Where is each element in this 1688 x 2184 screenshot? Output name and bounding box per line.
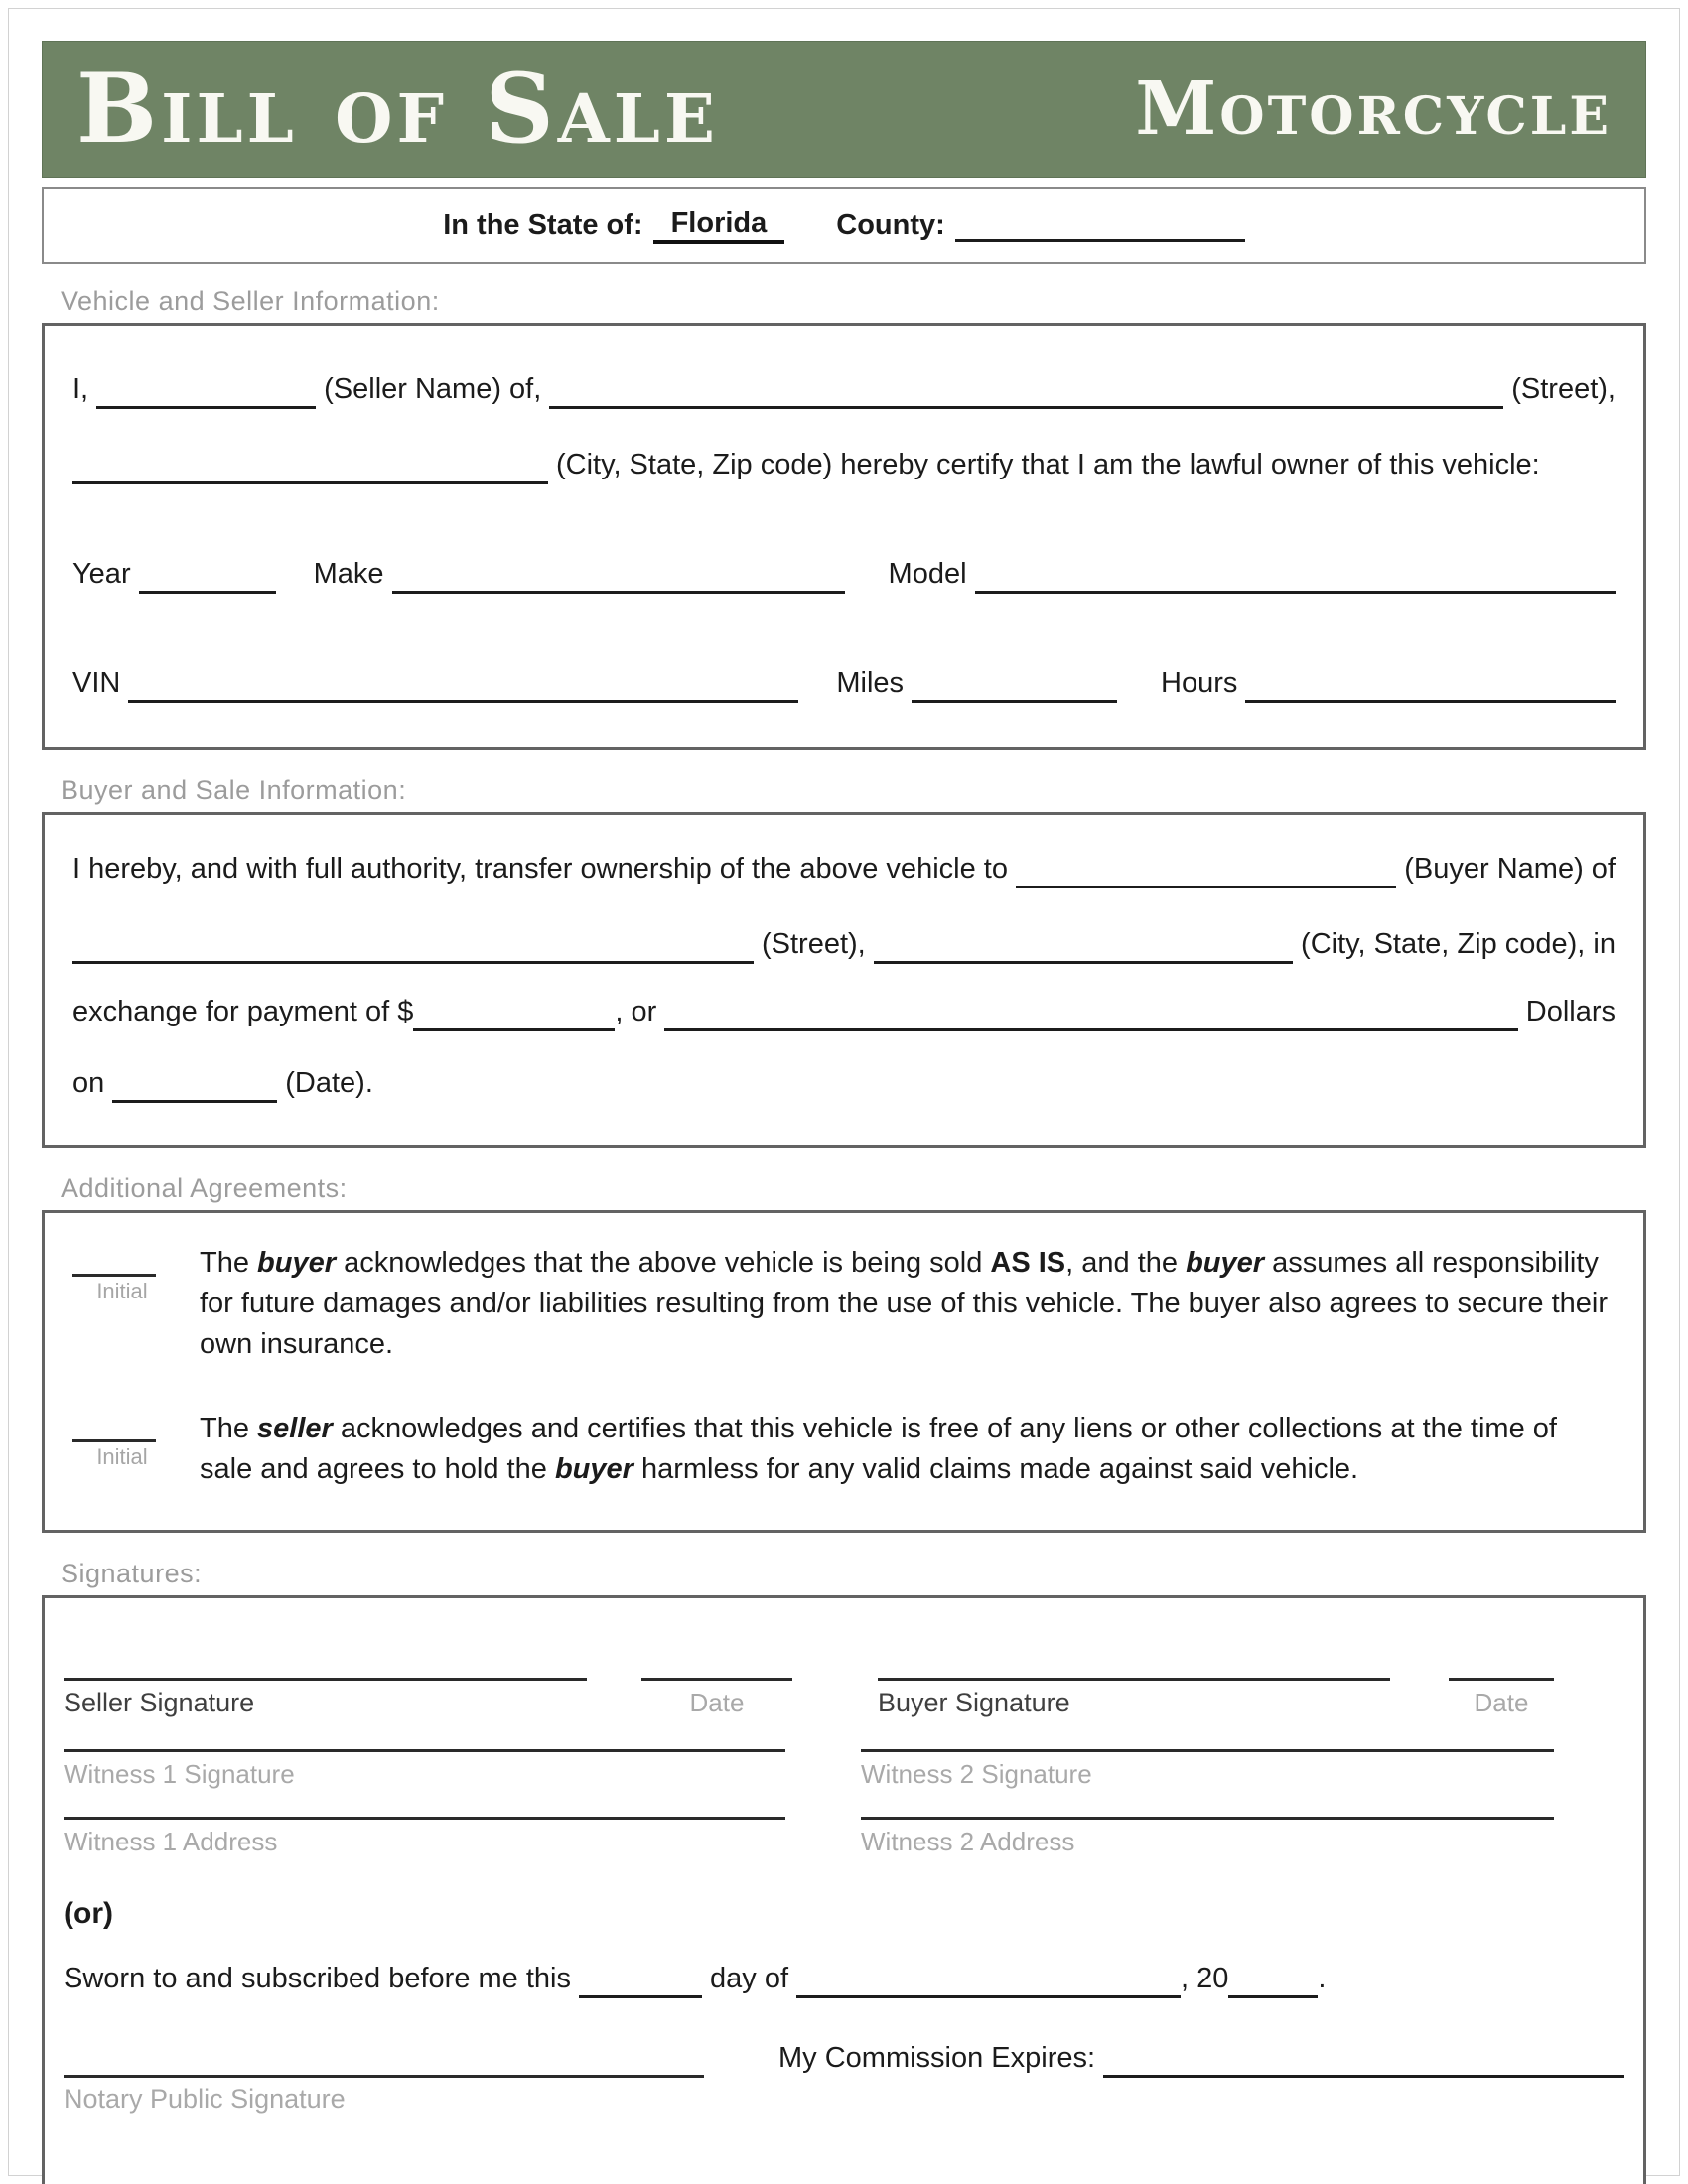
dollars-label: Dollars [1525,996,1616,1027]
buyer-signature-label: Buyer Signature [878,1688,1070,1717]
agreement2-initial-field[interactable] [72,1409,156,1442]
vehicle-section-label: Vehicle and Seller Information: [61,286,440,316]
document-title: Bill of Sale [76,53,719,165]
document-page [8,8,1680,2176]
seller-date-label: Date [689,1688,745,1717]
witness-address-row [64,1790,1624,1857]
sworn-period: . [1318,1963,1327,1994]
agreement1-buyer-em: buyer [257,1247,337,1279]
payment-line [72,992,1616,1031]
notary-signature-field[interactable] [64,2022,704,2078]
agreement1-part4: assumes all responsibility for future damages and/or liabilities resulting from the use of this vehicle. The buyer also agrees to secure their own insurance. [200,1247,1608,1360]
seller-signature-label: Seller Signature [64,1688,255,1717]
sworn-text: Sworn to and subscribed before me this [64,1963,571,1994]
agreement2-part1: The [200,1413,258,1444]
county-label: County: [836,208,945,241]
seller-signature-cell [64,1598,587,1718]
day-of-label: day of [710,1963,788,1994]
seller-street-field[interactable] [549,375,1503,409]
buyer-name-field[interactable] [1016,855,1396,888]
witness1-signature-label: Witness 1 Signature [64,1759,295,1789]
witness1-address-cell [64,1790,785,1857]
transfer-text: I hereby, and with full authority, transfer ownership of the above vehicle to [72,853,1008,885]
agreement2-part3: harmless for any valid claims made against said vehicle. [633,1453,1359,1485]
buyer-line-2 [72,924,1616,964]
agreement-liens [72,1409,1616,1490]
signatures-section-label: Signatures: [61,1559,203,1588]
seller-line-2 [72,445,1616,484]
agreements-section-box [42,1210,1646,1533]
commission-cell [704,2038,1624,2115]
miles-label: Miles [836,667,905,699]
agreements-section-label: Additional Agreements: [61,1173,348,1203]
payment-text: exchange for payment of $ [72,996,414,1027]
state-county-box [42,187,1646,264]
commission-line [704,2038,1624,2078]
witness1-signature-cell [64,1718,785,1790]
notary-row [64,2022,1624,2115]
agreement2-buyer-em: buyer [554,1453,633,1485]
hours-label: Hours [1161,667,1238,699]
witness2-signature-label: Witness 2 Signature [861,1759,1092,1789]
or-label: , or [615,996,657,1027]
street-label: (Street), [1511,373,1616,405]
commission-expires-field[interactable] [1103,2044,1624,2078]
miles-field[interactable] [912,669,1117,703]
buyer-date-cell [1449,1598,1554,1718]
state-value: Florida [653,207,785,244]
witness1-signature-field[interactable] [64,1718,785,1752]
seller-name-label: (Seller Name) of, [324,373,542,405]
witness-signature-row [64,1718,1624,1790]
agreement1-text [200,1243,1616,1365]
agreement1-buyer2-em: buyer [1186,1247,1265,1279]
sale-date-field[interactable] [112,1069,277,1103]
commission-label: My Commission Expires: [778,2042,1096,2074]
witness2-address-label: Witness 2 Address [861,1827,1075,1856]
commission-spacer [704,2084,1624,2115]
buyer-line-1 [72,849,1616,888]
seller-city-state-zip-field[interactable] [72,451,548,484]
agreement1-part1: The [200,1247,258,1279]
agreement1-initial-field[interactable] [72,1243,156,1277]
city-certify-label: (City, State, Zip code) hereby certify that I am the lawful owner of this vehicle: [556,449,1540,480]
buyer-signature-cell [878,1598,1390,1718]
county-field[interactable] [955,208,1245,242]
vin-label: VIN [72,667,121,699]
buyer-street-label: (Street), [762,928,866,960]
buyer-name-label: (Buyer Name) of [1404,853,1616,885]
notary-signature-label: Notary Public Signature [64,2084,346,2114]
agreement-as-is [72,1243,1616,1365]
date-label: (Date). [285,1067,373,1099]
or-label: (or) [64,1897,113,1930]
buyer-date-field[interactable] [1449,1598,1554,1681]
agreement1-part2: acknowledges that the above vehicle is being sold [336,1247,991,1279]
vin-field[interactable] [128,669,798,703]
seller-name-field[interactable] [96,375,316,409]
witness2-signature-cell [861,1718,1554,1790]
payment-other-field[interactable] [664,998,1517,1031]
signatures-section-box [42,1595,1646,2184]
buyer-city-state-zip-field[interactable] [874,930,1293,964]
vehicle-line-1 [72,554,1616,594]
agreement2-seller-em: seller [257,1413,333,1444]
hours-field[interactable] [1245,669,1616,703]
agreement2-part2: acknowledges and certifies that this vehicle is free of any liens or other collections at the time of sale and agrees to hold the [200,1413,1557,1485]
sworn-month-field[interactable] [796,1965,1181,1998]
on-label: on [72,1067,105,1099]
agreement2-initial-label: Initial [96,1444,148,1469]
sworn-day-field[interactable] [579,1965,702,1998]
make-label: Make [313,558,384,590]
seller-date-field[interactable] [641,1598,792,1681]
notary-signature-cell [64,2022,704,2115]
year-prefix-label: , 20 [1181,1963,1229,1994]
title-banner [42,41,1646,178]
buyer-section-label: Buyer and Sale Information: [61,775,407,805]
buyer-street-field[interactable] [72,930,754,964]
agreement1-initial-col [72,1243,172,1304]
buyer-date-label: Date [1474,1688,1529,1717]
witness2-address-cell [861,1790,1554,1857]
seller-date-cell [641,1598,792,1718]
sworn-year-field[interactable] [1228,1965,1318,1998]
agreement1-initial-label: Initial [96,1279,148,1303]
payment-amount-field[interactable] [413,998,615,1031]
in-state-label: In the State of: [443,208,643,241]
vehicle-section-box [42,323,1646,750]
model-label: Model [888,558,967,590]
witness2-address-field[interactable] [861,1790,1554,1820]
date-line [72,1063,1616,1103]
agreement1-part3: , and the [1065,1247,1187,1279]
notary-sworn-line [64,1959,1624,1998]
agreement1-as-is-em: AS IS [990,1247,1066,1279]
agreement2-text [200,1409,1616,1490]
agreement2-initial-col [72,1409,172,1470]
vehicle-line-2 [72,663,1616,703]
seller-line-1 [72,369,1616,409]
i-label: I, [72,373,89,405]
year-label: Year [72,558,131,590]
buyer-signature-field[interactable] [878,1598,1390,1681]
document-subtitle: Motorcycle [1135,67,1612,152]
buyer-section-box [42,812,1646,1148]
year-field[interactable] [139,560,276,594]
signature-row [64,1598,1624,1718]
witness2-signature-field[interactable] [861,1718,1554,1752]
make-field[interactable] [392,560,845,594]
witness1-address-field[interactable] [64,1790,785,1820]
seller-signature-field[interactable] [64,1598,587,1681]
witness1-address-label: Witness 1 Address [64,1827,278,1856]
buyer-city-label: (City, State, Zip code), in [1301,928,1616,960]
model-field[interactable] [975,560,1616,594]
